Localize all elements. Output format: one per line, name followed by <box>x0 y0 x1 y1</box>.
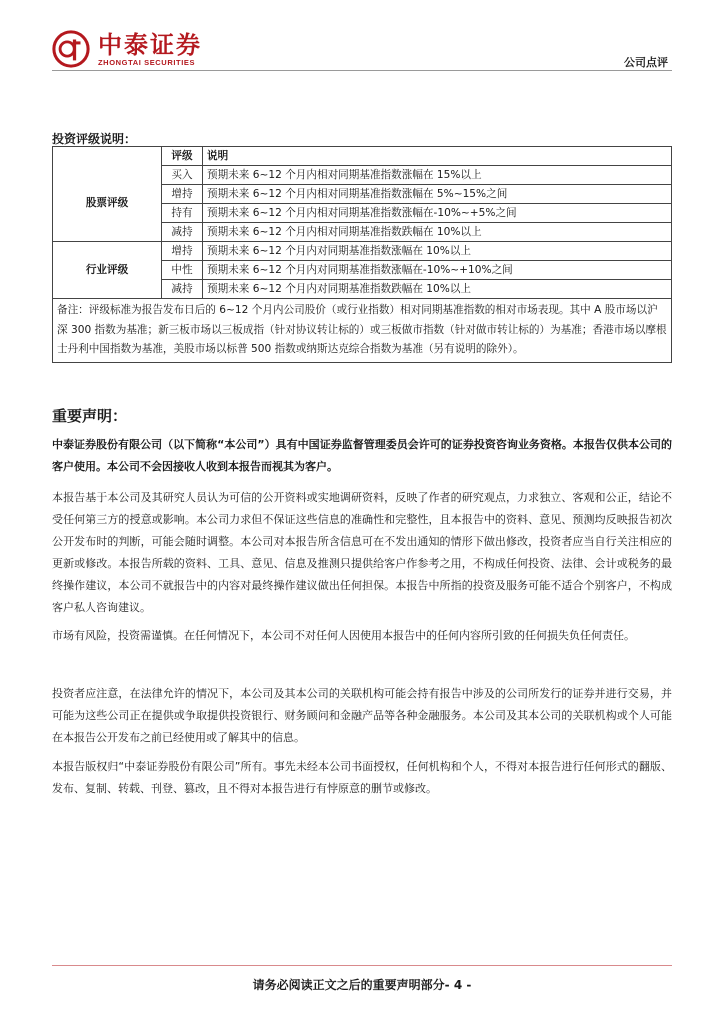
rating-description: 预期未来 6~12 个月内对同期基准指数涨幅在 10%以上 <box>203 242 672 261</box>
table-row <box>53 242 672 261</box>
rating-level: 中性 <box>162 261 203 280</box>
zhongtai-logo-icon <box>52 30 90 68</box>
rating-note: 备注：评级标准为报告发布日后的 6~12 个月内公司股价（或行业指数）相对同期基准指数的相对市场表现。其中 A 股市场以沪深 300 指数为基准；新三板市场以三板成指（针对协议转让标的）或三板做市指数（针对做市转让标的）为基准；香港市场以摩根士丹利中国指数为基准，美股市场以标普 500 指数或纳斯达克综合指数为基准（另有说明的除外）。 <box>53 299 672 363</box>
logo-chinese-name: 中泰证券 <box>98 30 202 59</box>
footer-divider <box>52 965 672 966</box>
disclaimer-paragraph-copyright: 本报告版权归“中泰证券股份有限公司”所有。事先未经本公司书面授权，任何机构和个人，不得对本报告进行任何形式的翻版、发布、复制、转载、刊登、篡改，且不得对本报告进行有悖原意的删节或修改。 <box>52 760 672 795</box>
rating-table-header-row <box>53 147 672 166</box>
rating-description: 预期未来 6~12 个月内相对同期基准指数跌幅在 10%以上 <box>203 223 672 242</box>
header-description: 说明 <box>203 147 672 166</box>
rating-level: 买入 <box>162 166 203 185</box>
rating-section-title: 投资评级说明： <box>52 132 137 146</box>
disclaimer-paragraph-conflict: 投资者应注意，在法律允许的情况下，本公司及其本公司的关联机构可能会持有报告中涉及的公司所发行的证券并进行交易，并可能为这些公司正在提供或争取提供投资银行、财务顾问和金融产品等各种金融服务。本公司及其本公司的关联机构或个人可能在本报告公开发布之前已经使用或了解其中的信息。 <box>52 687 672 744</box>
rating-level: 增持 <box>162 242 203 261</box>
disclaimer-paragraph-basis: 本报告基于本公司及其研究人员认为可信的公开资料或实地调研资料，反映了作者的研究观点，力求独立、客观和公正，结论不受任何第三方的授意或影响。本公司力求但不保证这些信息的准确性和完整性，且本报告中的资料、意见、预测均反映报告初次公开发布时的判断，可能会随时调整。本公司对本报告所含信息可在不发出通知的情形下做出修改，投资者应当自行关注相应的更新或修改。本报告所载的资料、工具、意见、信息及推测只提供给客户作参考之用，不构成任何投资、法律、会计或税务的最终操作建议，本公司不就报告中的内容对最终操作建议做出任何担保。本报告中所指的投资及服务可能不适合个别客户，不构成客户私人咨询建议。 <box>52 491 672 614</box>
header-divider <box>52 70 672 71</box>
rating-table <box>52 146 672 363</box>
rating-level: 减持 <box>162 280 203 299</box>
disclaimer-paragraph-risk: 市场有风险，投资需谨慎。在任何情况下，本公司不对任何人因使用本报告中的任何内容所引致的任何损失负任何责任。 <box>52 629 635 642</box>
company-logo <box>52 30 202 68</box>
rating-description: 预期未来 6~12 个月内对同期基准指数跌幅在 10%以上 <box>203 280 672 299</box>
rating-description: 预期未来 6~12 个月内相对同期基准指数涨幅在 5%~15%之间 <box>203 185 672 204</box>
stock-rating-category: 股票评级 <box>53 166 162 242</box>
rating-description: 预期未来 6~12 个月内对同期基准指数涨幅在-10%~+10%之间 <box>203 261 672 280</box>
rating-level: 增持 <box>162 185 203 204</box>
rating-level: 减持 <box>162 223 203 242</box>
rating-description: 预期未来 6~12 个月内相对同期基准指数涨幅在-10%~+5%之间 <box>203 204 672 223</box>
disclaimer-paragraph-qualification: 中泰证券股份有限公司（以下简称“本公司”）具有中国证券监督管理委员会许可的证券投资咨询业务资格。本报告仅供本公司的客户使用。本公司不会因接收人收到本报告而视其为客户。 <box>52 438 672 473</box>
industry-rating-category: 行业评级 <box>53 242 162 299</box>
rating-level: 持有 <box>162 204 203 223</box>
header-empty-cell <box>53 147 162 166</box>
table-row <box>53 166 672 185</box>
disclaimer-title: 重要声明： <box>52 407 128 425</box>
rating-description: 预期未来 6~12 个月内相对同期基准指数涨幅在 15%以上 <box>203 166 672 185</box>
table-note-row <box>53 299 672 363</box>
report-type-label: 公司点评 <box>624 56 668 69</box>
page-footer: 请务必阅读正文之后的重要声明部分- 4 - <box>252 978 472 992</box>
logo-english-name: ZHONGTAI SECURITIES <box>98 57 196 67</box>
header-rating: 评级 <box>162 147 203 166</box>
